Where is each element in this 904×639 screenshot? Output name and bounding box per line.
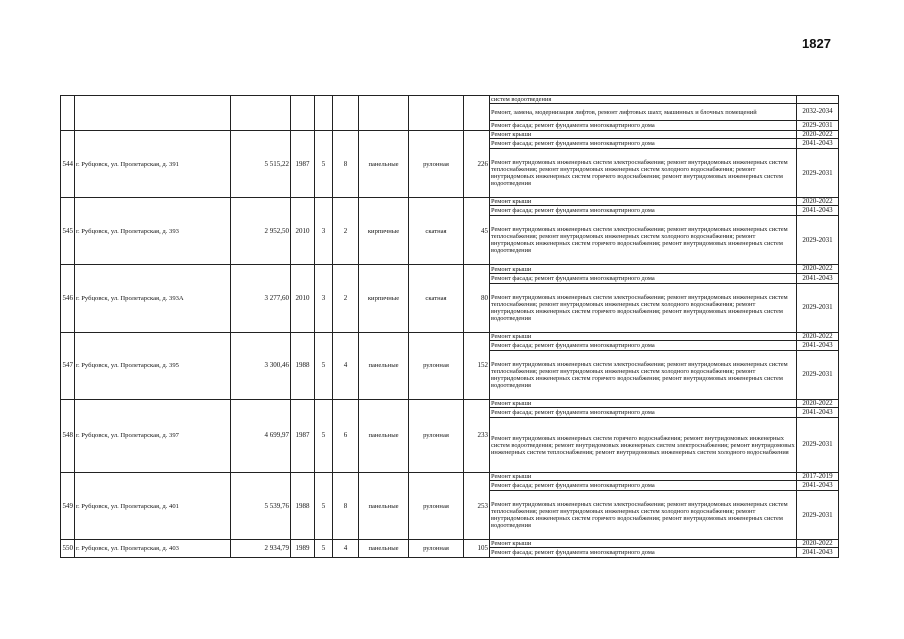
roof-cell: рулонная: [409, 399, 464, 472]
work-cell: Ремонт фасада; ремонт фундамента многоквартирного дома: [490, 121, 797, 131]
row-number: 548: [61, 399, 75, 472]
table-row: [61, 265, 839, 273]
work-cell: Ремонт внутридомовых инженерных систем электроснабжения; ремонт внутридомовых инженерных систем теплоснабжения; ремонт внутридомовых инженерных систем холодного водоснабжения; ремонт внутридомовых инженерных систем горячего водоснабжения; ремонт внутридомовых инженерных систем водоотведения: [490, 350, 797, 399]
address-cell: г. Рубцовск, ул. Пролетарская, д. 401: [75, 473, 231, 540]
period-cell: 2020-2022: [797, 198, 839, 206]
work-cell: систем водоотведения: [490, 96, 797, 104]
apartments-cell: 253: [464, 473, 490, 540]
period-cell: 2029-2031: [797, 491, 839, 540]
row-number: 550: [61, 540, 75, 558]
period-cell: 2041-2043: [797, 206, 839, 216]
address-cell: г. Рубцовск, ул. Пролетарская, д. 393А: [75, 265, 231, 332]
work-cell: Ремонт крыши: [490, 265, 797, 273]
row-number: 545: [61, 198, 75, 265]
table-row: [61, 96, 839, 104]
entrances-cell: 4: [333, 540, 359, 558]
work-cell: Ремонт внутридомовых инженерных систем горячего водоснабжения; ремонт внутридомовых инженерных систем водоотведения; ремонт внутридомовых инженерных систем электроснабжения; ремонт внутридомовых инженерных систем теплоснабжения; ремонт внутридомовых инженерных систем холодного водоснабжения: [490, 418, 797, 473]
row-number: 544: [61, 131, 75, 198]
work-cell: Ремонт фасада; ремонт фундамента многоквартирного дома: [490, 408, 797, 418]
period-cell: 2020-2022: [797, 399, 839, 407]
work-cell: Ремонт фасада; ремонт фундамента многоквартирного дома: [490, 139, 797, 149]
entrances-cell: 8: [333, 131, 359, 198]
apartments-cell: 152: [464, 332, 490, 399]
area-cell: 5 539,76: [231, 473, 291, 540]
walls-cell: панельные: [359, 332, 409, 399]
table-row: [61, 131, 839, 139]
roof-cell: рулонная: [409, 131, 464, 198]
address-cell: г. Рубцовск, ул. Пролетарская, д. 395: [75, 332, 231, 399]
floors-cell: 3: [315, 198, 333, 265]
table-row: [61, 540, 839, 548]
address-cell: г. Рубцовск, ул. Пролетарская, д. 393: [75, 198, 231, 265]
empty-cell: [75, 96, 231, 131]
apartments-cell: 226: [464, 131, 490, 198]
period-cell: 2041-2043: [797, 273, 839, 283]
apartments-cell: 80: [464, 265, 490, 332]
work-cell: Ремонт внутридомовых инженерных систем электроснабжения; ремонт внутридомовых инженерных систем теплоснабжения; ремонт внутридомовых инженерных систем холодного водоснабжения; ремонт внутридомовых инженерных систем горячего водоснабжения; ремонт внутридомовых инженерных систем водоотведения: [490, 283, 797, 332]
period-cell: 2041-2043: [797, 408, 839, 418]
floors-cell: 5: [315, 473, 333, 540]
entrances-cell: 6: [333, 399, 359, 472]
period-cell: 2029-2031: [797, 350, 839, 399]
floors-cell: 3: [315, 265, 333, 332]
table-row: [61, 399, 839, 407]
work-cell: Ремонт крыши: [490, 399, 797, 407]
period-cell: 2029-2031: [797, 149, 839, 198]
address-cell: г. Рубцовск, ул. Пролетарская, д. 391: [75, 131, 231, 198]
period-cell: 2029-2031: [797, 283, 839, 332]
year-cell: 2010: [291, 265, 315, 332]
empty-cell: [291, 96, 315, 131]
empty-cell: [464, 96, 490, 131]
walls-cell: панельные: [359, 540, 409, 558]
period-cell: 2041-2043: [797, 340, 839, 350]
walls-cell: кирпичные: [359, 198, 409, 265]
work-cell: Ремонт внутридомовых инженерных систем электроснабжения; ремонт внутридомовых инженерных систем теплоснабжения; ремонт внутридомовых инженерных систем холодного водоснабжения; ремонт внутридомовых инженерных систем горячего водоснабжения; ремонт внутридомовых инженерных систем водоотведения: [490, 149, 797, 198]
work-cell: Ремонт фасада; ремонт фундамента многоквартирного дома: [490, 340, 797, 350]
walls-cell: панельные: [359, 473, 409, 540]
period-cell: 2029-2031: [797, 216, 839, 265]
work-cell: Ремонт крыши: [490, 540, 797, 548]
work-cell: Ремонт крыши: [490, 473, 797, 481]
table-row: [61, 332, 839, 340]
housing-repair-table: [60, 95, 839, 558]
empty-cell: [409, 96, 464, 131]
period-cell: 2041-2043: [797, 481, 839, 491]
roof-cell: рулонная: [409, 540, 464, 558]
work-cell: Ремонт, замена, модернизация лифтов, ремонт лифтовых шахт, машинных и блочных помещений: [490, 104, 797, 121]
area-cell: 3 300,46: [231, 332, 291, 399]
table-row: [61, 473, 839, 481]
walls-cell: панельные: [359, 399, 409, 472]
period-cell: 2032-2034: [797, 104, 839, 121]
floors-cell: 5: [315, 332, 333, 399]
work-cell: Ремонт крыши: [490, 198, 797, 206]
empty-cell: [333, 96, 359, 131]
row-number: 546: [61, 265, 75, 332]
page-number: 1827: [802, 36, 831, 51]
floors-cell: 5: [315, 540, 333, 558]
period-cell: 2029-2031: [797, 418, 839, 473]
table-row: [61, 198, 839, 206]
floors-cell: 5: [315, 131, 333, 198]
empty-cell: [359, 96, 409, 131]
roof-cell: рулонная: [409, 473, 464, 540]
area-cell: 2 934,79: [231, 540, 291, 558]
row-number: 549: [61, 473, 75, 540]
address-cell: г. Рубцовск, ул. Пролетарская, д. 403: [75, 540, 231, 558]
apartments-cell: 105: [464, 540, 490, 558]
empty-cell: [315, 96, 333, 131]
area-cell: 2 952,50: [231, 198, 291, 265]
area-cell: 5 515,22: [231, 131, 291, 198]
period-cell: 2041-2043: [797, 139, 839, 149]
area-cell: 3 277,60: [231, 265, 291, 332]
year-cell: 1987: [291, 399, 315, 472]
period-cell: 2020-2022: [797, 265, 839, 273]
work-cell: Ремонт внутридомовых инженерных систем электроснабжения; ремонт внутридомовых инженерных систем теплоснабжения; ремонт внутридомовых инженерных систем холодного водоснабжения; ремонт внутридомовых инженерных систем горячего водоснабжения; ремонт внутридомовых инженерных систем водоотведения: [490, 216, 797, 265]
work-cell: Ремонт фасада; ремонт фундамента многоквартирного дома: [490, 206, 797, 216]
floors-cell: 5: [315, 399, 333, 472]
period-cell: 2020-2022: [797, 540, 839, 548]
work-cell: Ремонт крыши: [490, 332, 797, 340]
entrances-cell: 4: [333, 332, 359, 399]
roof-cell: скатная: [409, 265, 464, 332]
entrances-cell: 2: [333, 198, 359, 265]
year-cell: 1989: [291, 540, 315, 558]
entrances-cell: 2: [333, 265, 359, 332]
address-cell: г. Рубцовск, ул. Пролетарская, д. 397: [75, 399, 231, 472]
roof-cell: рулонная: [409, 332, 464, 399]
year-cell: 2010: [291, 198, 315, 265]
period-cell: 2017-2019: [797, 473, 839, 481]
walls-cell: кирпичные: [359, 265, 409, 332]
period-cell: [797, 96, 839, 104]
roof-cell: скатная: [409, 198, 464, 265]
empty-cell: [231, 96, 291, 131]
year-cell: 1987: [291, 131, 315, 198]
row-number: 547: [61, 332, 75, 399]
work-cell: Ремонт внутридомовых инженерных систем электроснабжения; ремонт внутридомовых инженерных систем теплоснабжения; ремонт внутридомовых инженерных систем холодного водоснабжения; ремонт внутридомовых инженерных систем горячего водоснабжения; ремонт внутридомовых инженерных систем водоотведения: [490, 491, 797, 540]
period-cell: 2029-2031: [797, 121, 839, 131]
period-cell: 2020-2022: [797, 131, 839, 139]
apartments-cell: 233: [464, 399, 490, 472]
empty-cell: [61, 96, 75, 131]
walls-cell: панельные: [359, 131, 409, 198]
year-cell: 1988: [291, 332, 315, 399]
work-cell: Ремонт крыши: [490, 131, 797, 139]
work-cell: Ремонт фасада; ремонт фундамента многоквартирного дома: [490, 481, 797, 491]
period-cell: 2020-2022: [797, 332, 839, 340]
area-cell: 4 699,97: [231, 399, 291, 472]
year-cell: 1988: [291, 473, 315, 540]
period-cell: 2041-2043: [797, 548, 839, 558]
work-cell: Ремонт фасада; ремонт фундамента многоквартирного дома: [490, 548, 797, 558]
apartments-cell: 45: [464, 198, 490, 265]
entrances-cell: 8: [333, 473, 359, 540]
work-cell: Ремонт фасада; ремонт фундамента многоквартирного дома: [490, 273, 797, 283]
